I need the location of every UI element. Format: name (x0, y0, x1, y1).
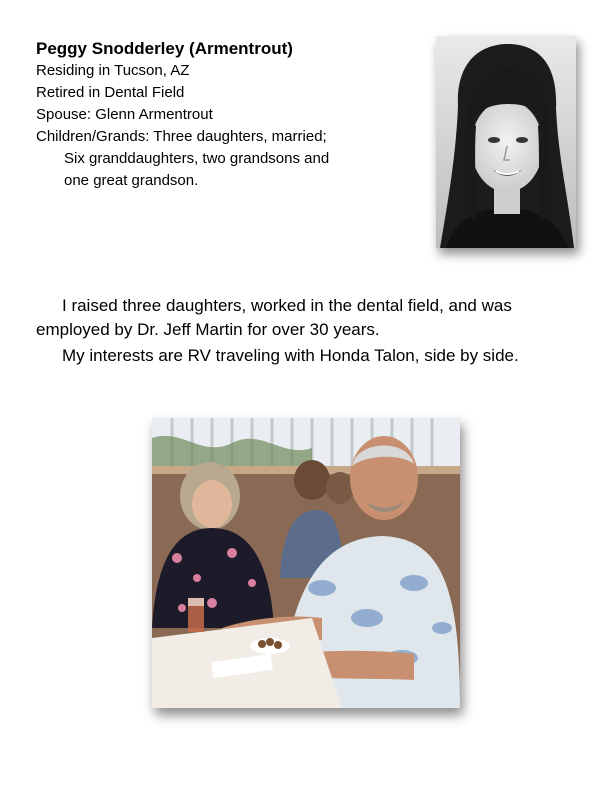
great-grandchild-line: one great grandson. (64, 172, 199, 189)
couple-photo-illustration (152, 418, 460, 708)
children-line: Children/Grands: Three daughters, married; (36, 128, 327, 145)
person-name: Peggy Snodderley (Armentrout) (36, 39, 293, 58)
grandchildren-line: Six granddaughters, two grandsons and (64, 150, 330, 167)
couple-photo (152, 418, 460, 708)
occupation-line: Retired in Dental Field (36, 84, 185, 101)
bio-paragraph-2: My interests are RV traveling with Honda Talon, side by side. (62, 346, 519, 365)
bio-paragraph-1: I raised three daughters, worked in the dental field, and was employed by Dr. Jeff Martin for over 30 years. (36, 296, 512, 339)
profile-header (36, 38, 426, 192)
portrait-illustration (436, 36, 576, 248)
spouse-line: Spouse: Glenn Armentrout (36, 106, 213, 123)
yearbook-portrait (436, 36, 576, 248)
residence-line: Residing in Tucson, AZ (36, 62, 190, 79)
biography (36, 294, 576, 368)
